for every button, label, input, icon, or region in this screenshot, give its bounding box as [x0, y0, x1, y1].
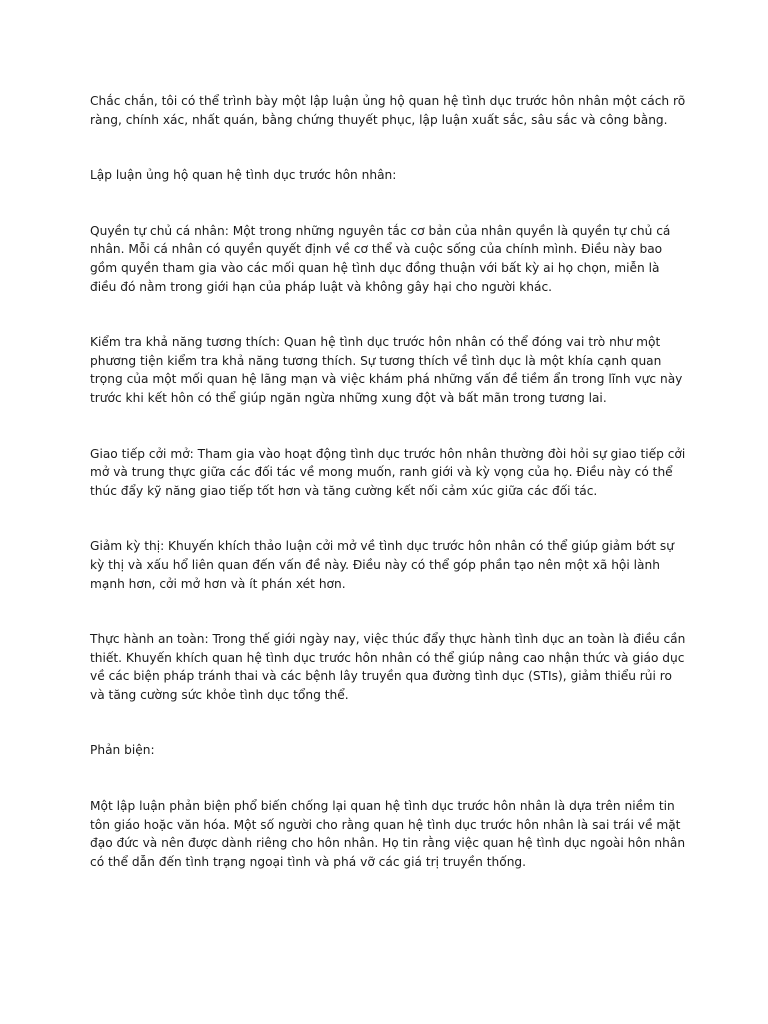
- counterargument-heading: Phản biện:: [90, 743, 155, 758]
- paragraph-reduce-stigma: Giảm kỳ thị: Khuyến khích thảo luận cởi mở về tình dục trước hôn nhân có thể giúp giảm bớt sự kỳ thị và xấu hổ liên quan đến vấn đề này. Điều này có thể góp phần tạo nên một xã hội lành mạnh hơn, cởi mở hơn và ít phán xét hơn.: [90, 539, 674, 591]
- paragraph-counterargument: Một lập luận phản biện phổ biến chống lại quan hệ tình dục trước hôn nhân là dựa trên niềm tin tôn giáo hoặc văn hóa. Một số người cho rằng quan hệ tình dục trước hôn nhân là sai trái về mặt đạo đức và nên được dành riêng cho hôn nhân. Họ tin rằng việc quan hệ tình dục ngoài hôn nhân có thể dẫn đến tình trạng ngoại tình và phá vỡ các giá trị truyền thống.: [90, 799, 686, 869]
- paragraph-open-communication: Giao tiếp cởi mở: Tham gia vào hoạt động tình dục trước hôn nhân thường đòi hỏi sự giao tiếp cởi mở và trung thực giữa các đối tác về mong muốn, ranh giới và kỳ vọng của họ. Điều này có thể thúc đẩy kỹ năng giao tiếp tốt hơn và tăng cường kết nối cảm xúc giữa các đối tác.: [90, 446, 686, 498]
- paragraph-compatibility: Kiểm tra khả năng tương thích: Quan hệ tình dục trước hôn nhân có thể đóng vai trò như một phương tiện kiểm tra khả năng tương thích. Sự tương thích về tình dục là một khía cạnh quan trọng của một mối quan hệ lãng mạn và việc khám phá những vấn đề tiềm ẩn trong lĩnh vực này trước khi kết hôn có thể giúp ngăn ngừa những xung đột và bất mãn trong tương lai.: [90, 335, 683, 405]
- intro-paragraph: Chắc chắn, tôi có thể trình bày một lập luận ủng hộ quan hệ tình dục trước hôn nhân một cách rõ ràng, chính xác, nhất quán, bằng chứng thuyết phục, lập luận xuất sắc, sâu sắc và công bằng.: [90, 94, 686, 127]
- paragraph-safe-practice: Thực hành an toàn: Trong thế giới ngày nay, việc thúc đẩy thực hành tình dục an toàn là điều cần thiết. Khuyến khích quan hệ tình dục trước hôn nhân có thể giúp nâng cao nhận thức và giáo dục về các biện pháp tránh thai và các bệnh lây truyền qua đường tình dục (STIs), giảm thiểu rủi ro và tăng cường sức khỏe tình dục tổng thể.: [90, 632, 686, 702]
- argument-heading: Lập luận ủng hộ quan hệ tình dục trước hôn nhân:: [90, 168, 397, 183]
- document-body: [90, 92, 686, 908]
- paragraph-personal-autonomy: Quyền tự chủ cá nhân: Một trong những nguyên tắc cơ bản của nhân quyền là quyền tự chủ cá nhân. Mỗi cá nhân có quyền quyết định về cơ thể và cuộc sống của chính mình. Điều này bao gồm quyền tham gia vào các mối quan hệ tình dục đồng thuận với bất kỳ ai họ chọn, miễn là điều đó nằm trong giới hạn của pháp luật và không gây hại cho người khác.: [90, 223, 671, 294]
